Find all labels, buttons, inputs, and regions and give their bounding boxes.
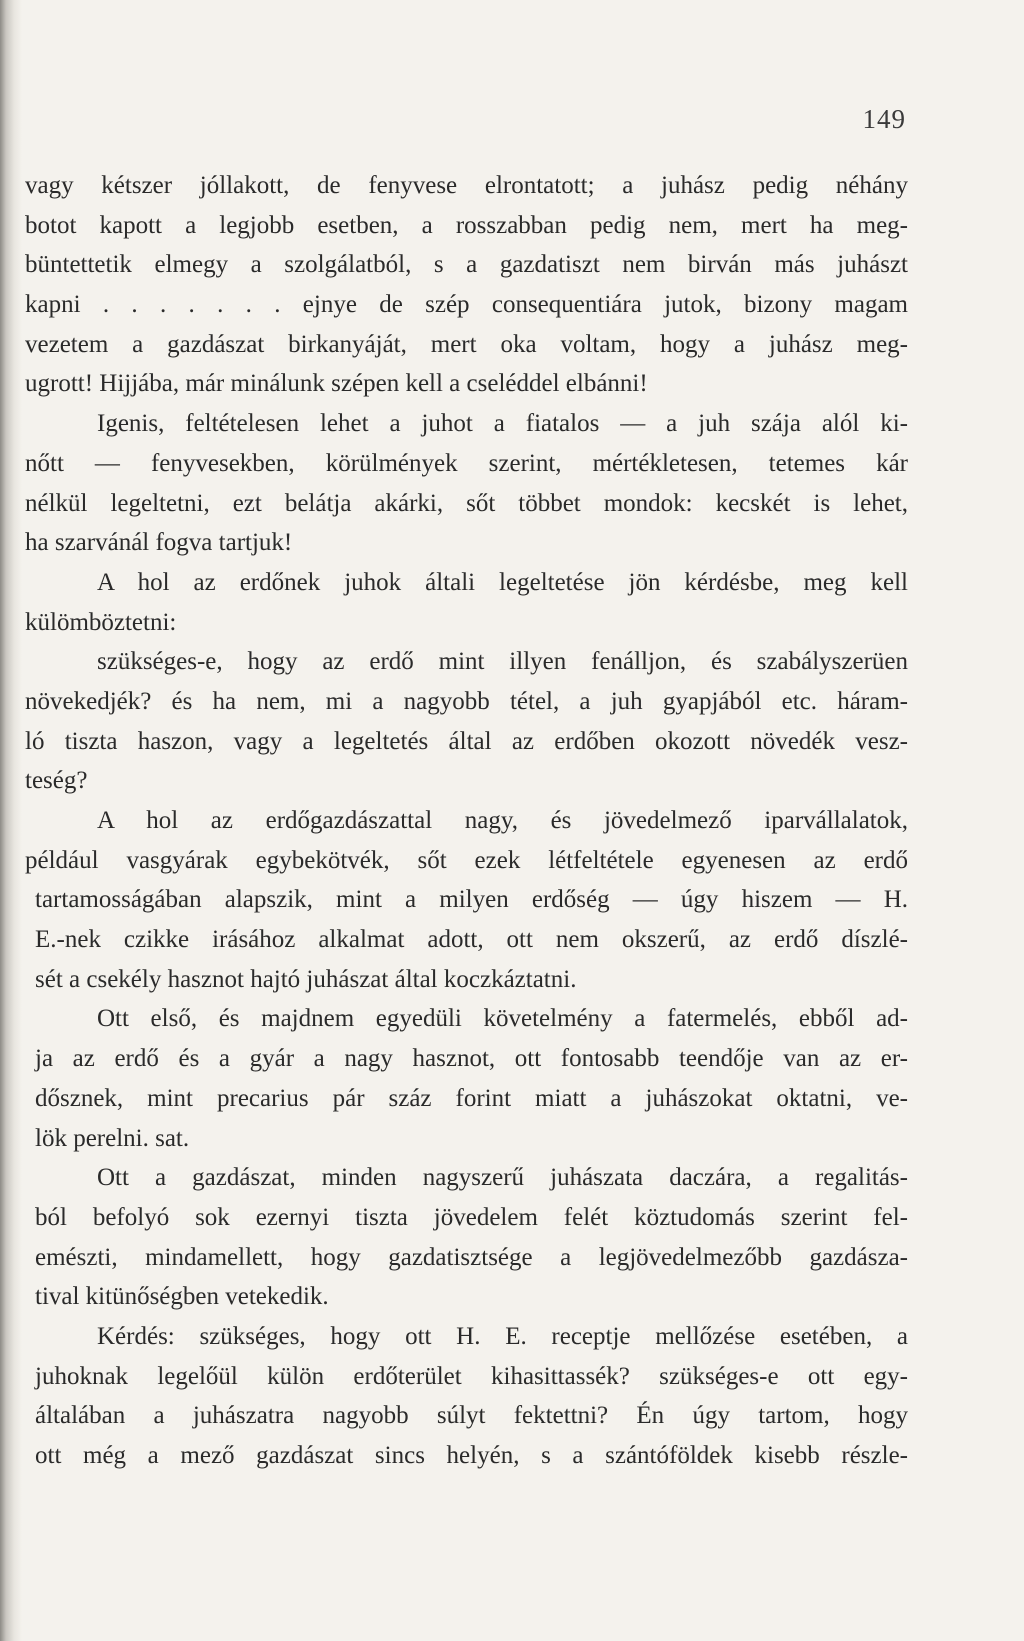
text-line: általában a juhászatra nagyobb súlyt fektettni? Én úgy tartom, hogy <box>35 1402 908 1430</box>
binding-shadow <box>0 0 22 1641</box>
text-line: tival kitünőségben vetekedik. <box>35 1283 329 1311</box>
text-line: teség? <box>25 767 88 795</box>
text-line: juhoknak legelőül külön erdőterület kihasittassék? szükséges-e ott egy- <box>35 1362 908 1390</box>
text-line: nőtt — fenyvesekben, körülmények szerint, mértékletesen, tetemes kár <box>25 449 908 477</box>
text-line: Kérdés: szükséges, hogy ott H. E. receptje mellőzése esetében, a <box>97 1322 908 1350</box>
text-line: büntettetik elmegy a szolgálatból, s a gazdatiszt nem birván más juhászt <box>25 251 908 279</box>
page-number: 149 <box>862 104 906 134</box>
text-line: emészti, mindamellett, hogy gazdatisztsége a legjövedelmezőbb gazdásza- <box>35 1243 908 1271</box>
text-line: ha szarvánál fogva tartjuk! <box>25 529 293 557</box>
text-line: Ott első, és majdnem egyedüli követelmény a fatermelés, ebből ad- <box>97 1005 908 1033</box>
text-line: szükséges-e, hogy az erdő mint illyen fenálljon, és szabályszerüen <box>97 648 908 676</box>
text-line: dősznek, mint precarius pár száz forint miatt a juhászokat oktatni, ve- <box>35 1084 908 1112</box>
text-line: Igenis, feltételesen lehet a juhot a fiatalos — a juh szája alól ki- <box>97 410 908 438</box>
text-line: növekedjék? és ha nem, mi a nagyobb tétel, a juh gyapjából etc. háram- <box>25 687 908 715</box>
body-text <box>25 166 908 1476</box>
text-line: botot kapott a legjobb esetben, a rosszabban pedig nem, mert ha meg- <box>25 211 908 239</box>
text-line: Ott a gazdászat, minden nagyszerű juhászata daczára, a regalitás- <box>97 1164 908 1192</box>
text-line: külömböztetni: <box>25 608 177 636</box>
text-line: E.-nek czikke irásához alkalmat adott, ott nem okszerű, az erdő díszlé- <box>35 926 908 954</box>
text-line: ló tiszta haszon, vagy a legeltetés által az erdőben okozott növedék vesz- <box>25 727 908 755</box>
text-line: A hol az erdőgazdászattal nagy, és jövedelmező iparvállalatok, <box>97 807 908 834</box>
text-line: ból befolyó sok ezernyi tiszta jövedelem felét köztudomás szerint fel- <box>35 1203 908 1231</box>
text-line: nélkül legeltetni, ezt belátja akárki, sőt többet mondok: kecskét is lehet, <box>25 489 908 517</box>
text-line: vezetem a gazdászat birkanyáját, mert oka voltam, hogy a juhász meg- <box>25 330 908 358</box>
text-line: ugrott! Hijjába, már minálunk szépen kell a cseléddel elbánni! <box>25 370 648 398</box>
text-line: sét a csekély hasznot hajtó juhászat által koczkáztatni. <box>35 965 577 993</box>
text-line: A hol az erdőnek juhok általi legeltetése jön kérdésbe, meg kell <box>97 568 908 596</box>
text-line: vagy kétszer jóllakott, de fenyvese elrontatott; a juhász pedig néhány <box>25 172 908 199</box>
text-line: lök perelni. sat. <box>35 1124 190 1152</box>
text-line: például vasgyárak egybekötvék, sőt ezek létfeltétele egyenesen az erdő <box>25 846 908 874</box>
text-line: ja az erdő és a gyár a nagy hasznot, ott fontosabb teendője van az er- <box>35 1045 908 1073</box>
text-line: tartamosságában alapszik, mint a milyen erdőség — úgy hiszem — H. <box>35 886 908 914</box>
text-line: kapni . . . . . . . ejnye de szép consequentiára jutok, bizony magam <box>25 291 908 319</box>
text-line: ott még a mező gazdászat sincs helyén, s a szántóföldek kisebb részle- <box>35 1442 908 1469</box>
